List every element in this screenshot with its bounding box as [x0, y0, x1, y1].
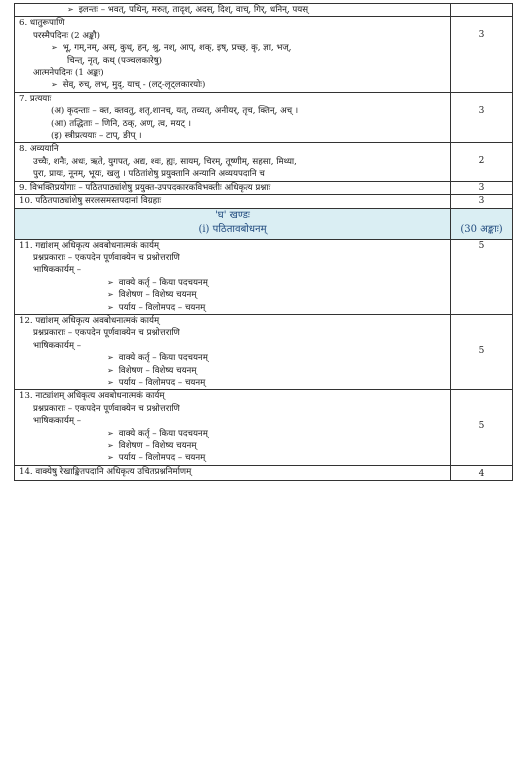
topic-line: (इ) स्त्रीप्रत्ययाः – टाप्, ङीप् ।: [51, 131, 142, 142]
topic-line: 9. विभक्तिप्रयोगाः – पठितपाठ्यांशेषु प्रयुक्त-उपपदकारकविभक्तीः अधिकृत्य प्रश्नाः: [19, 182, 271, 193]
topic-line: प्रश्नप्रकाराः – एकपदेन पूर्णवाक्येन च प्रश्नोत्तराणि: [33, 252, 180, 263]
marks-value: 3: [478, 105, 485, 116]
topic-line: ➢ वाक्ये कर्तृ – किया पदचयनम्: [15, 352, 450, 364]
section-title: 'घ' खण्डः: [215, 209, 250, 221]
topic-line: ➢ पर्याय – विलोमपद – चयनम्: [15, 452, 450, 464]
topic-line: 10. पठितपाठ्यांशेषु सरलसमस्तपदानां विग्रहाः: [19, 196, 162, 207]
topic-line: 8. अव्ययानि: [19, 144, 59, 155]
marks-value: 3: [478, 196, 485, 207]
topic-line: 14. वाक्येषु रेखाङ्कितपदानि अधिकृत्य उचितप्रश्ननिर्माणम्: [19, 466, 192, 477]
topic-cell: [15, 143, 451, 181]
topic-line: ➢ विशेषण – विशेष्य चयनम्: [15, 440, 450, 452]
topic-line: प्रश्नप्रकाराः – एकपदेन पूर्णवाक्येन च प्रश्नोत्तराणि: [33, 403, 180, 414]
section-header-marks-cell: [451, 208, 513, 239]
section-header-title-cell: [15, 208, 451, 239]
marks-cell: [451, 17, 513, 92]
topic-line: ➢ सेव्, रुच्, लभ्, मुद्, याच् - (लट्-लृट्लकारयोः): [15, 79, 450, 91]
topic-line: आत्मनेपदिनः (1 अङ्कः): [33, 68, 104, 79]
marks-value: 5: [478, 345, 485, 356]
marks-cell: [451, 465, 513, 480]
table-row: [15, 92, 513, 143]
marks-value: 3: [478, 30, 485, 41]
marks-cell: [451, 314, 513, 389]
topic-cell: [15, 181, 451, 194]
marks-value: 2: [478, 156, 485, 167]
topic-line: ➢ भू, गम्,नम्, अस्, कुध्, हन्, श्रु, नश्, आप्, शक्, इष्, प्रच्छ्, कृ, ज्ञा, भज्,: [15, 42, 450, 54]
marks-cell: [451, 390, 513, 465]
topic-line: 13. नाट्यांशम् अधिकृत्य अवबोधनात्मकं कार्यम्: [19, 391, 165, 402]
topic-cell: [15, 390, 451, 465]
table-row: [15, 465, 513, 480]
section-marks: (30 अङ्काः): [460, 223, 503, 235]
topic-line: ➢ वाक्ये कर्तृ – किया पदचयनम्: [15, 277, 450, 289]
section-header-row: [15, 208, 513, 239]
topic-line: उच्चैः, शनैः, अधः, ऋते, युगपत्, अद्य, श्वः, ह्यः, सायम्, चिरम्, तूष्णीम्, सहसा, मिथ्या,: [33, 156, 297, 167]
table-row: [15, 143, 513, 181]
marks-cell: [451, 195, 513, 208]
table-row: [15, 195, 513, 208]
topic-cell: [15, 314, 451, 389]
marks-cell: [451, 92, 513, 143]
topic-line: परस्मैपदिनः (2 अङ्कौ): [33, 30, 100, 41]
topic-line: भाषिककार्यम् –: [33, 265, 82, 276]
marks-value: 5: [478, 240, 485, 251]
topic-line: ➢ विशेषण – विशेष्य चयनम्: [15, 289, 450, 301]
topic-line: (आ) तद्धिताः – णिनि, ठक्, अण्, त्व, मयट् ।: [51, 118, 191, 129]
grammar-section-body: [15, 4, 513, 209]
topic-line: (अ) कृदन्ताः – क्त, क्तवतु, शतृ,शानच्, यत्, तव्यत्, अनीयर्, तृच, क्तिन्, अच् ।: [51, 106, 299, 117]
topic-cell: [15, 239, 451, 314]
marks-cell: [451, 143, 513, 181]
marks-value: 3: [478, 182, 485, 193]
topic-line: ➢ वाक्ये कर्तृ – किया पदचयनम्: [15, 428, 450, 440]
topic-line: ➢ पर्याय – विलोमपद – चयनम्: [15, 377, 450, 389]
table-row: [15, 314, 513, 389]
topic-line: 6. धातुरूपाणि: [19, 18, 65, 29]
marks-value: 5: [478, 421, 485, 432]
topic-line: 12. पद्यांशम् अधिकृत्य अवबोधनात्मकं कार्यम्: [19, 315, 160, 326]
topic-line: भाषिककार्यम् –: [33, 340, 82, 351]
table-row: [15, 4, 513, 17]
table-row: [15, 17, 513, 92]
topic-cell: [15, 92, 451, 143]
topic-line: चिन्त्, नृत्, कथ् (पञ्चलकारेषु): [67, 55, 163, 66]
topic-cell: [15, 4, 451, 17]
section-gha-header: [15, 208, 513, 239]
comprehension-section-body: [15, 239, 513, 480]
topic-line: ➢ पर्याय – विलोमपद – चयनम्: [15, 302, 450, 314]
marks-value: 4: [478, 468, 485, 479]
topic-line: ➢ इलन्तः – भवत्, पथिन्, मरुत्, तादृश्, अदस्, दिश्, वाच्, गिर्, धनिन्, पयस्: [15, 4, 450, 16]
syllabus-table: [14, 3, 513, 481]
topic-line: 11. गद्यांशम् अधिकृत्य अवबोधनात्मकं कार्यम्: [19, 240, 160, 251]
table-row: [15, 239, 513, 314]
topic-line: प्रश्नप्रकाराः – एकपदेन पूर्णवाक्येन च प्रश्नोत्तराणि: [33, 328, 180, 339]
marks-cell: [451, 239, 513, 314]
topic-cell: [15, 195, 451, 208]
section-subtitle: (i) पठितावबोधनम्: [198, 223, 267, 235]
topic-line: 7. प्रत्ययाः: [19, 93, 52, 104]
topic-cell: [15, 465, 451, 480]
table-row: [15, 390, 513, 465]
topic-line: ➢ विशेषण – विशेष्य चयनम्: [15, 365, 450, 377]
topic-line: पुरा, प्रायः, नूनम्, भूयः, खलु । पठितांशेषु प्रयुक्तानि अन्यानि अव्ययपदानि च: [33, 169, 265, 180]
marks-cell: [451, 181, 513, 194]
topic-cell: [15, 17, 451, 92]
marks-cell: [451, 4, 513, 17]
topic-line: भाषिककार्यम् –: [33, 416, 82, 427]
table-row: [15, 181, 513, 194]
